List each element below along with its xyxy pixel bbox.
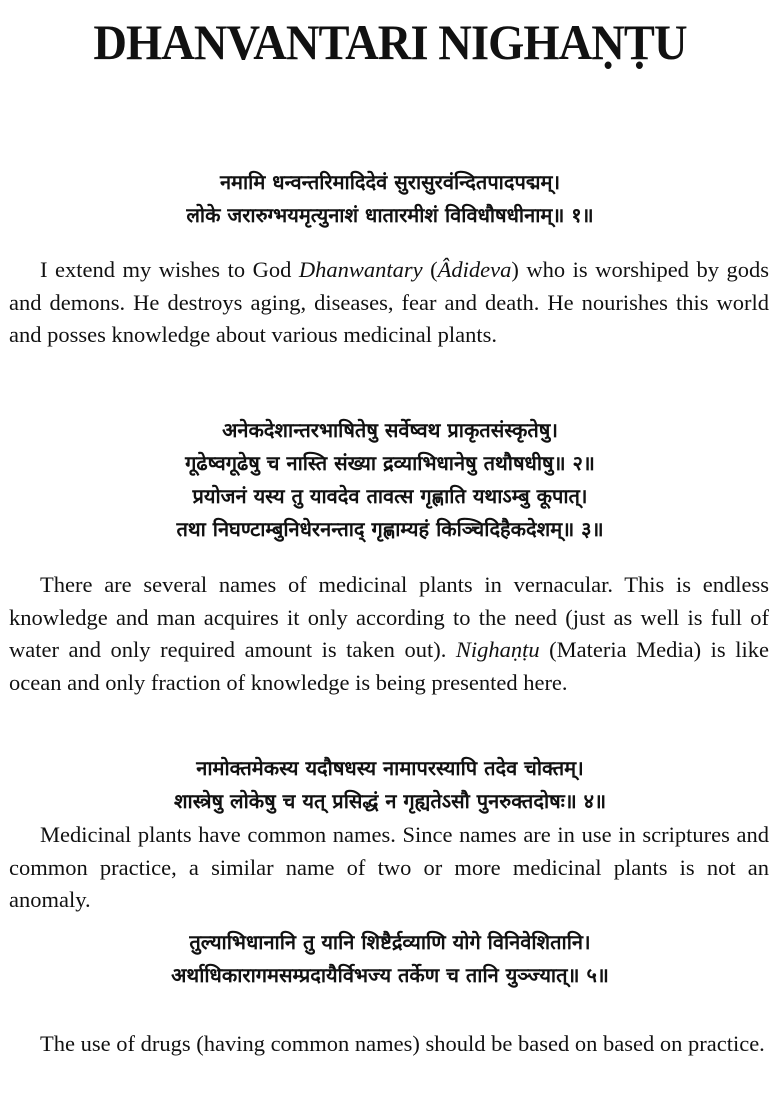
text: The use of drugs (having common names) should be based on based on practice. (40, 1031, 765, 1056)
paragraph-2 (9, 569, 769, 699)
text: ( (422, 257, 438, 282)
verse-line: नमामि धन्वन्तरिमादिदेवं सुरासुरवंन्दितपादपद्मम्। (219, 170, 561, 194)
verse-line: तुल्याभिधानानि तु यानि शिष्टैर्द्रव्याणि योगे विनिवेशितानि। (189, 930, 591, 954)
text: ) who is worshiped by gods and demons. He destroys aging, diseases, fear and death. He nourishes this world and posses knowledge about various medicinal plants. (9, 257, 769, 347)
verse-3 (0, 752, 780, 818)
verse-4 (0, 926, 780, 992)
paragraph-1 (9, 254, 769, 352)
page-title: DHANVANTARI NIGHAṆṬU (93, 14, 687, 70)
paragraph-4 (9, 1028, 769, 1061)
verse-2 (0, 414, 780, 546)
text: There are several names of medicinal plants in vernacular. This is endless knowledge and man acquires it only according to the need (just as well is full of water and only required amount is taken out). (9, 572, 769, 662)
text: Medicinal plants have common names. Since names are in use in scriptures and common practice, a similar name of two or more medicinal plants is not an anomaly. (9, 822, 769, 912)
italic-term: Dhanwantary (298, 257, 423, 282)
verse-1 (0, 166, 780, 232)
text: (Materia Media) is like ocean and only fraction of knowledge is being presented here. (9, 637, 769, 695)
verse-line: गूढेष्वगूढेषु च नास्ति संख्या द्रव्याभिधानेषु तथौषधीषु॥ २॥ (185, 451, 595, 475)
italic-term: Âdideva (437, 257, 512, 282)
verse-line: प्रयोजनं यस्य तु यावदेव तावत्स गृह्णाति यथाऽम्बु कूपात्। (192, 484, 588, 508)
verse-line: तथा निघण्टाम्बुनिधेरनन्ताद् गृह्णाम्यहं किञ्चिदिहैकदेशम्॥ ३॥ (176, 517, 604, 541)
text: I extend my wishes to God (40, 257, 299, 282)
verse-line: अनेकदेशान्तरभाषितेषु सर्वेष्वथ प्राकृतसंस्कृतेषु। (222, 418, 558, 442)
verse-line: शास्त्रेषु लोकेषु च यत् प्रसिद्धं न गृह्यतेऽसौ पुनरुक्तदोषः॥ ४॥ (173, 789, 607, 813)
italic-term: Nighaṇṭu (455, 637, 540, 662)
verse-line: लोके जरारुग्भयमृत्युनाशं धातारमीशं विविधौषधीनाम्॥ १॥ (186, 203, 594, 227)
verse-line: अर्थाधिकारागमसम्प्रदायैर्विभज्य तर्केण च तानि युञ्ज्यात्॥ ५॥ (171, 963, 609, 987)
paragraph-3 (9, 819, 769, 917)
verse-line: नामोक्तमेकस्य यदौषधस्य नामापरस्यापि तदेव चोक्तम्। (196, 756, 584, 780)
